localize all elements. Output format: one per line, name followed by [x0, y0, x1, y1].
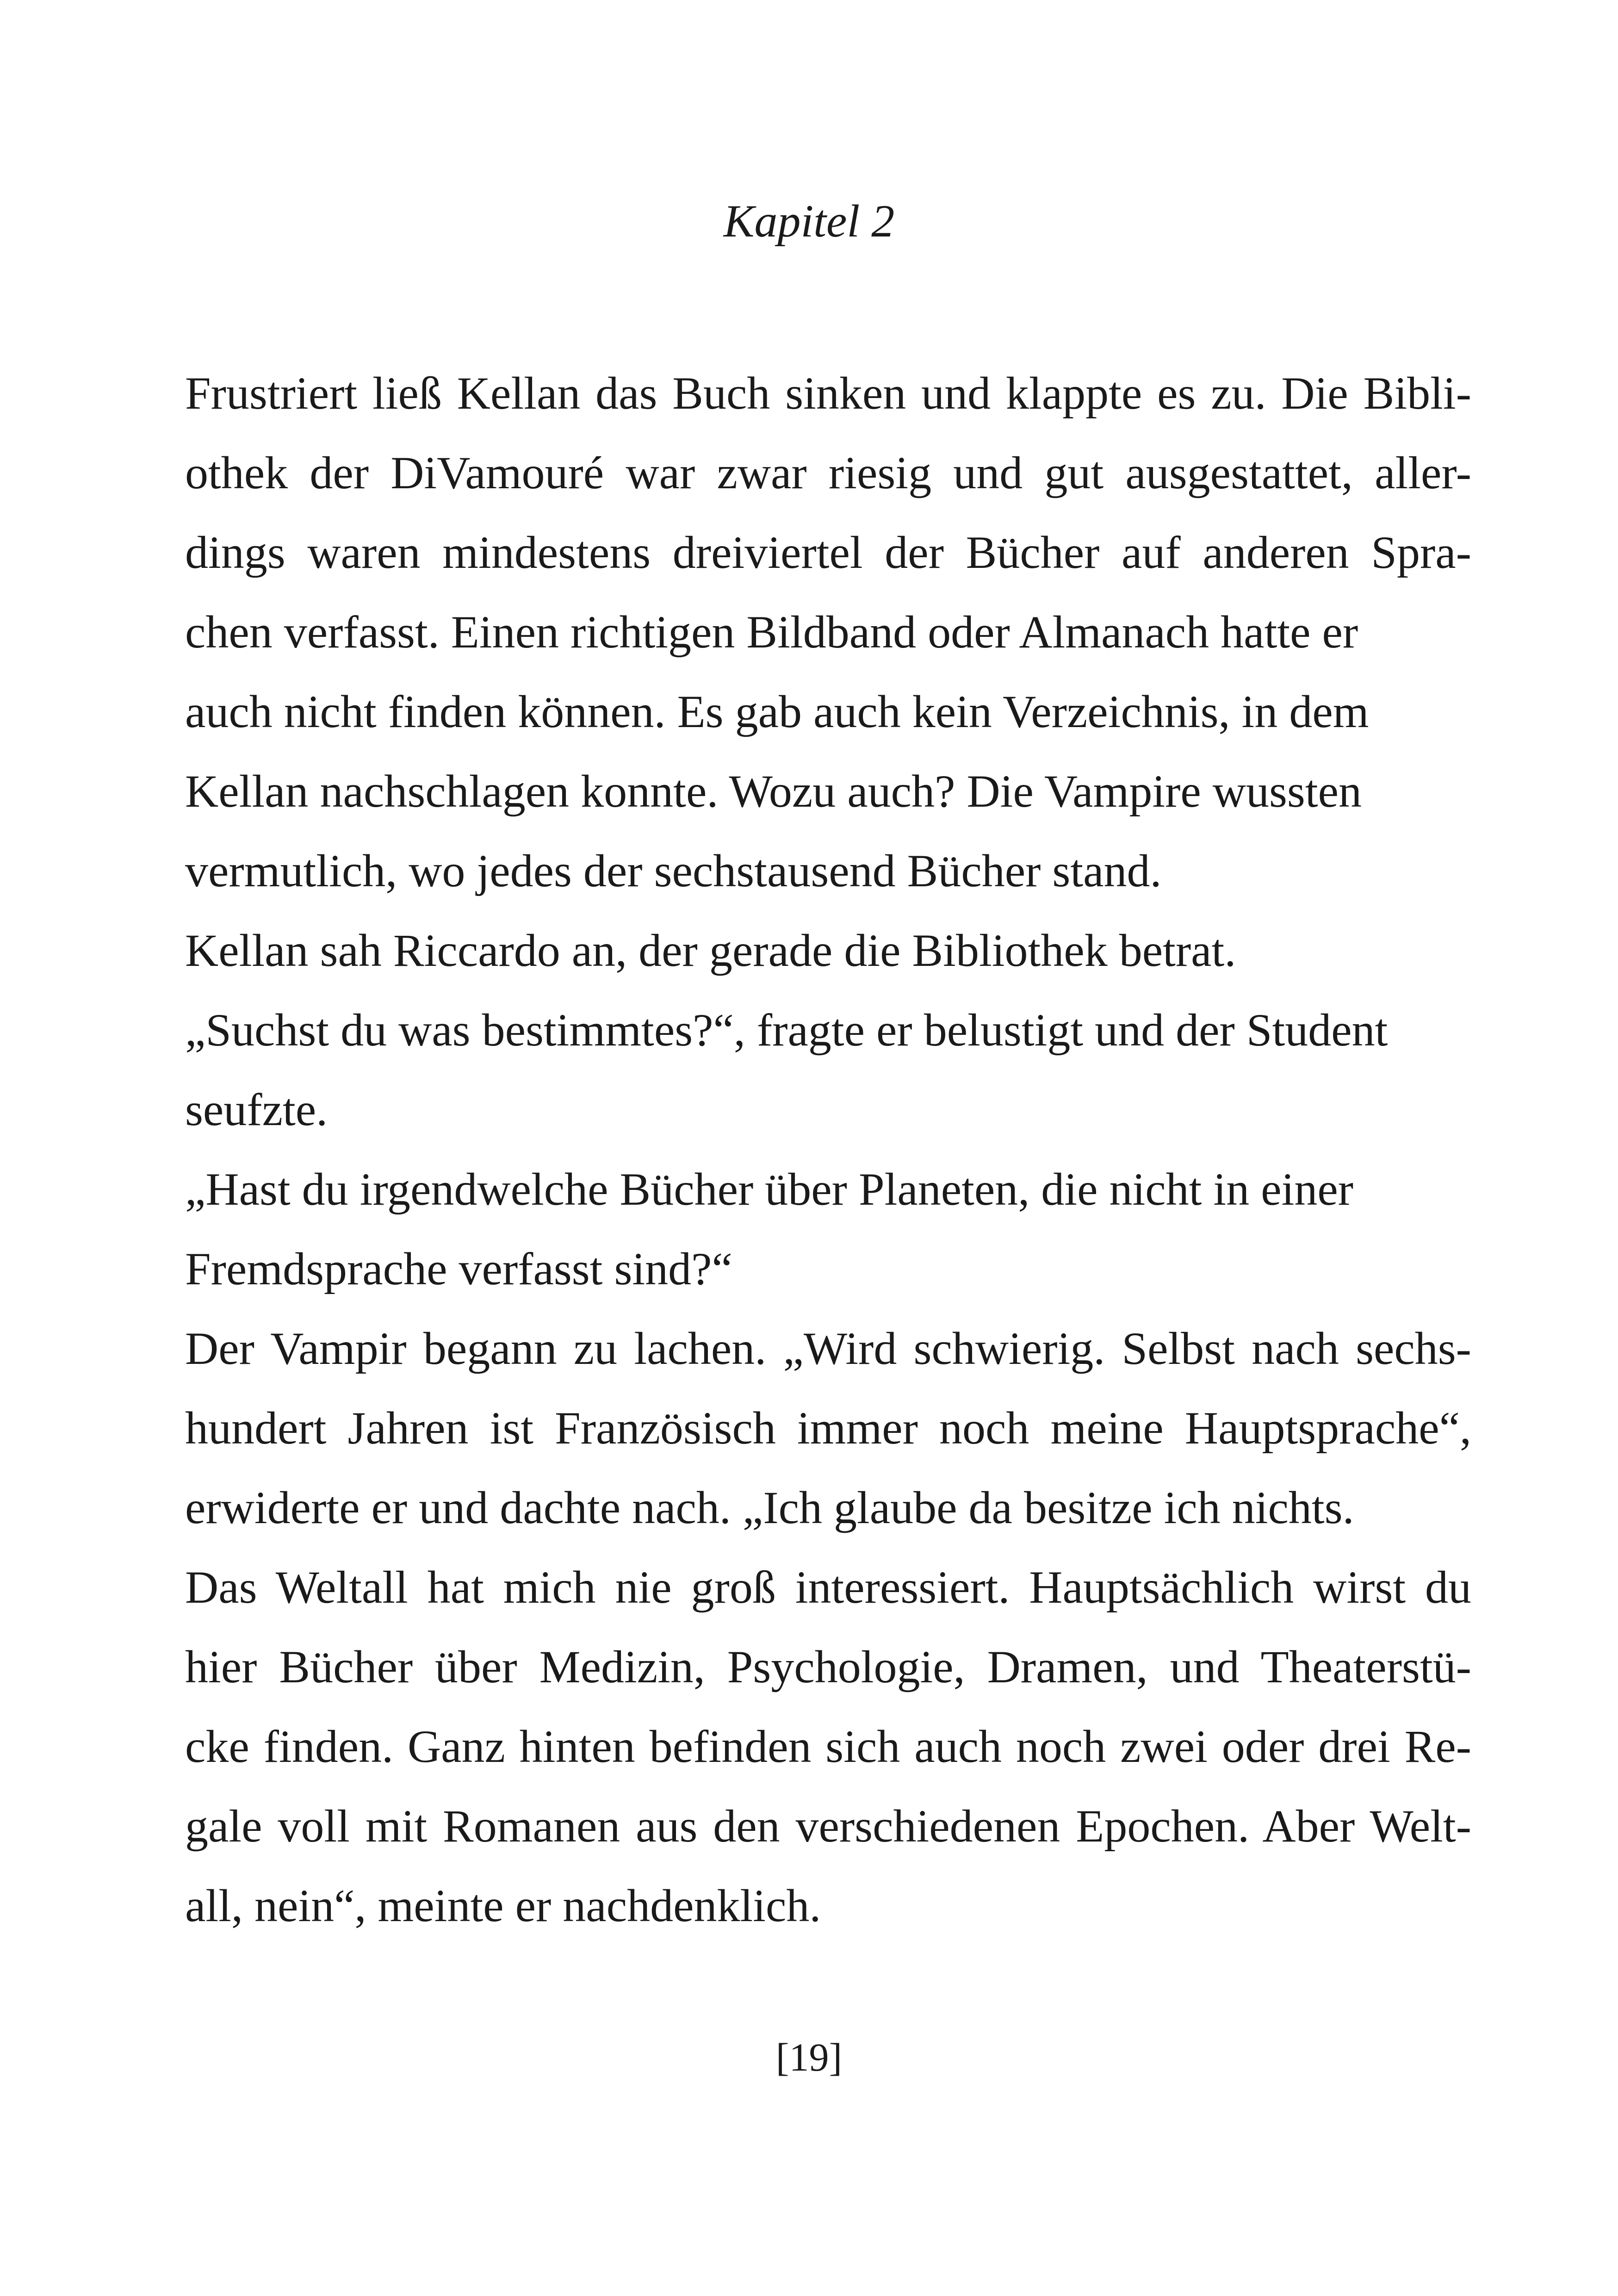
text-line: Das Weltall hat mich nie groß interessiert. Hauptsächlich wirst du [185, 1562, 1471, 1613]
text-line: „Suchst du was bestimmtes?“, fragte er belustigt und der Student [185, 1004, 1388, 1056]
chapter-title: Kapitel 2 [723, 195, 895, 247]
body-text [185, 354, 1471, 1946]
text-line: chen verfasst. Einen richtigen Bildband oder Almanach hatte er [185, 606, 1358, 658]
text-line: vermutlich, wo jedes der sechstausend Bücher stand. [185, 845, 1162, 896]
text-line: dings waren mindestens dreiviertel der Bücher auf anderen Spra- [185, 527, 1471, 578]
text-line: Frustriert ließ Kellan das Buch sinken und klappte es zu. Die Bibli- [185, 367, 1471, 419]
text-line: erwiderte er und dachte nach. „Ich glaube da besitze ich nichts. [185, 1482, 1354, 1533]
text-line: Kellan sah Riccardo an, der gerade die Bibliothek betrat. [185, 925, 1236, 976]
text-line: gale voll mit Romanen aus den verschiedenen Epochen. Aber Welt- [185, 1800, 1471, 1852]
page-number: [19] [775, 2035, 843, 2079]
text-line: Der Vampir begann zu lachen. „Wird schwierig. Selbst nach sechs- [185, 1323, 1471, 1374]
text-line: all, nein“, meinte er nachdenklich. [185, 1880, 821, 1931]
text-line: Kellan nachschlagen konnte. Wozu auch? Die Vampire wussten [185, 765, 1362, 817]
text-line: seufzte. [185, 1084, 328, 1135]
text-line: othek der DiVamouré war zwar riesig und gut ausgestattet, aller- [185, 447, 1471, 498]
text-line: auch nicht finden können. Es gab auch kein Verzeichnis, in dem [185, 686, 1369, 737]
text-line: hier Bücher über Medizin, Psychologie, Dramen, und Theaterstü- [185, 1641, 1471, 1692]
text-line: „Hast du irgendwelche Bücher über Planeten, die nicht in einer [185, 1164, 1354, 1215]
text-line: hundert Jahren ist Französisch immer noch meine Hauptsprache“, [185, 1402, 1471, 1454]
text-line: Fremdsprache verfasst sind?“ [185, 1243, 732, 1294]
text-line: cke finden. Ganz hinten befinden sich auch noch zwei oder drei Re- [185, 1721, 1471, 1772]
